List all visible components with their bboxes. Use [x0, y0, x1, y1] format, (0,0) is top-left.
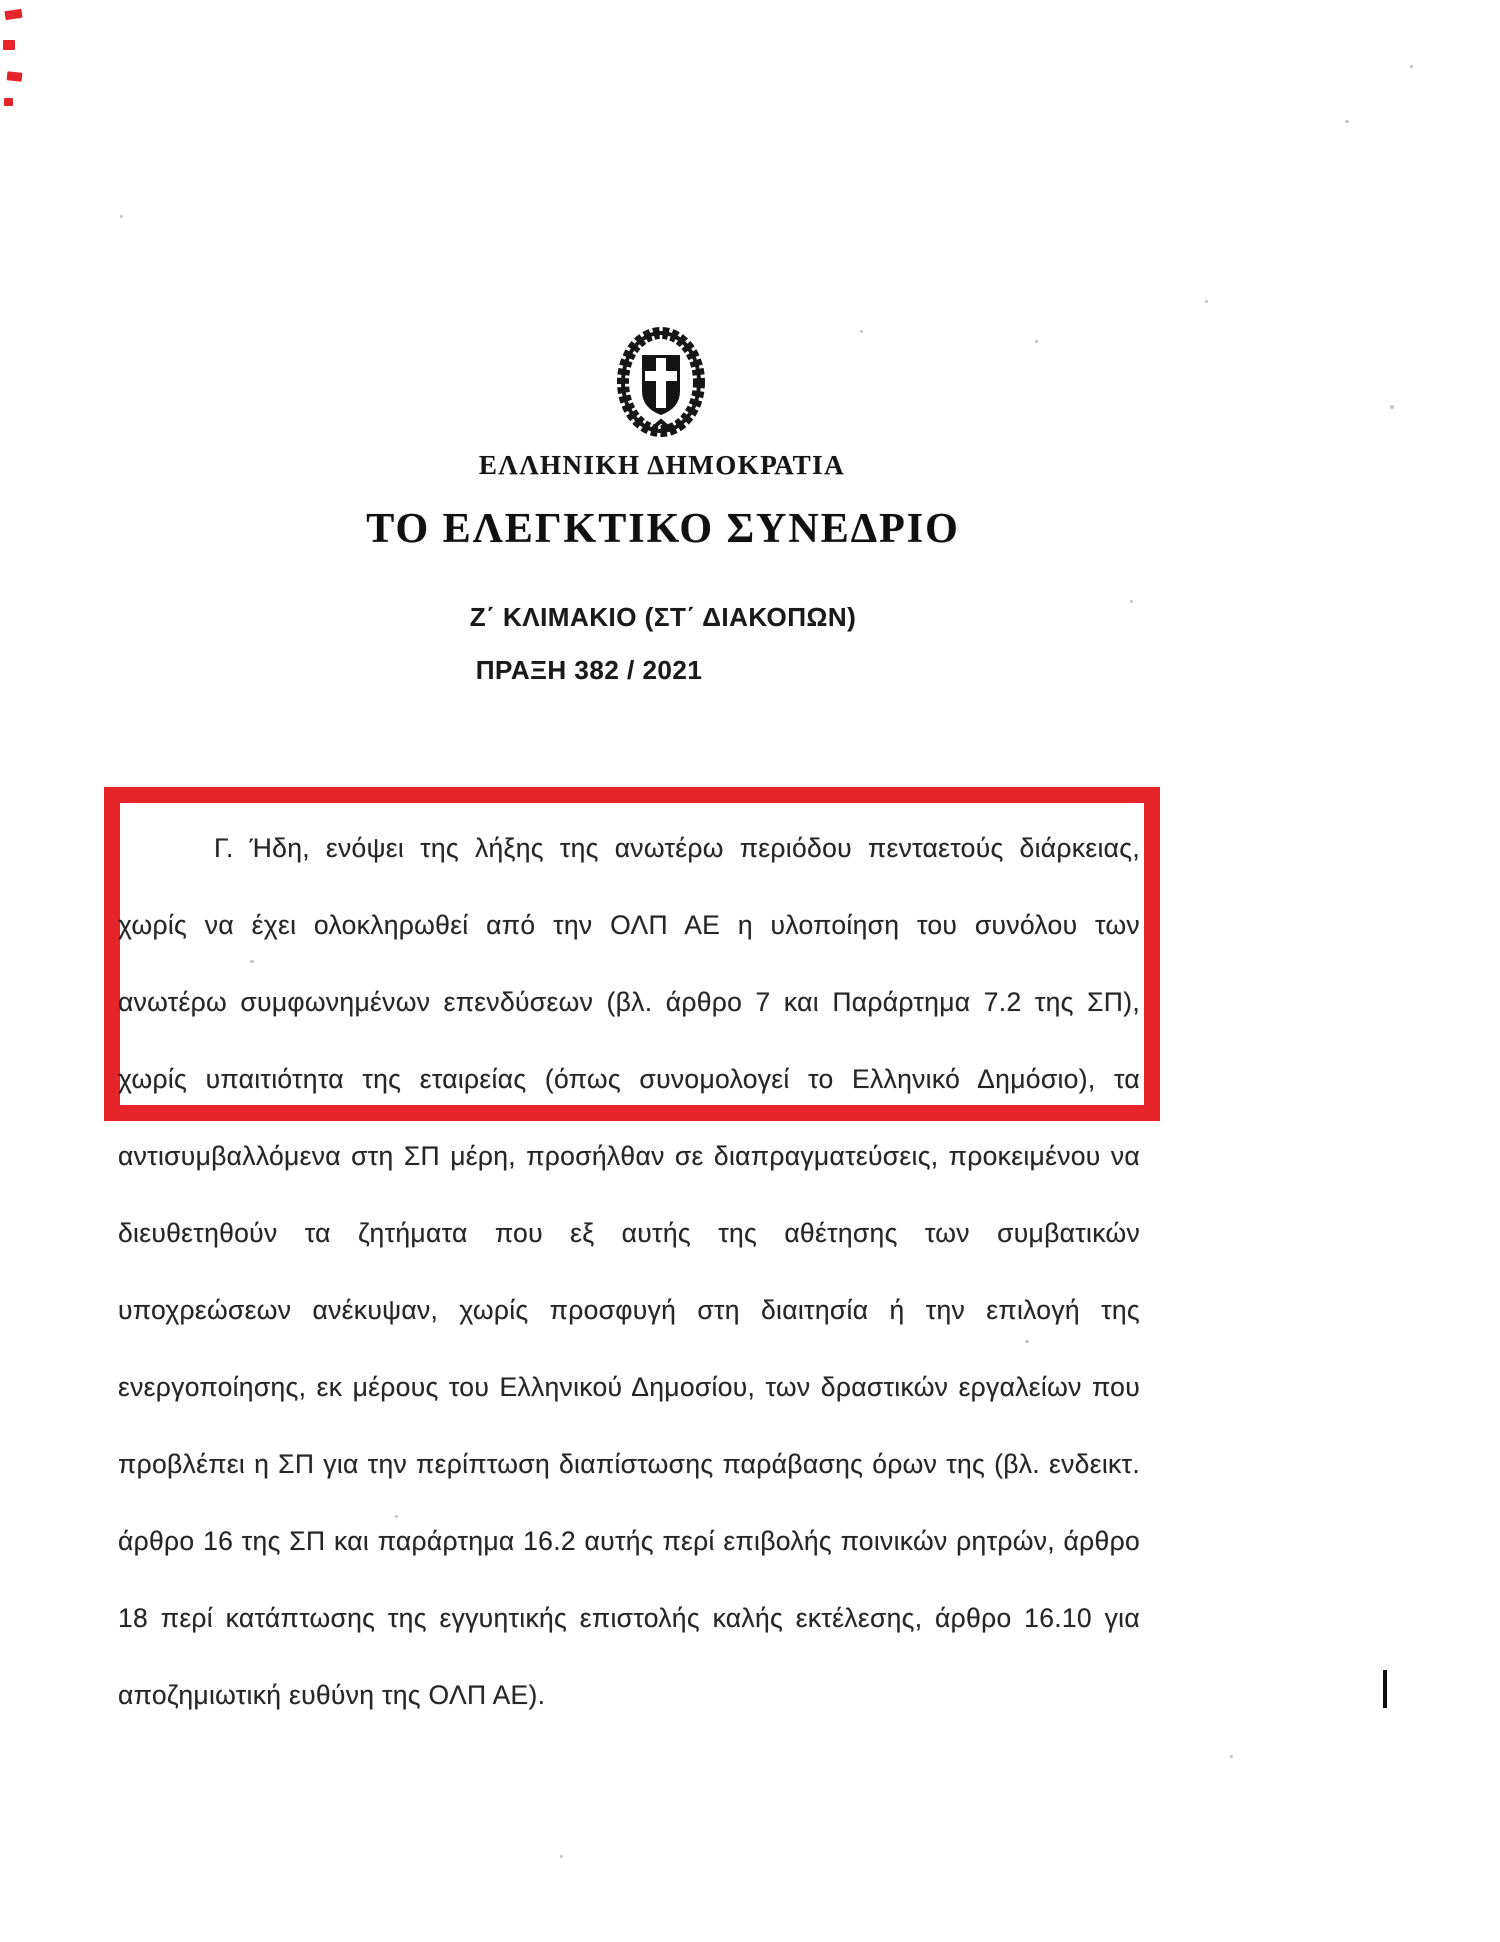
body-line: χωρίς να έχει ολοκληρωθεί από την ΟΛΠ ΑΕ η υλοποίηση του συνόλου των — [118, 910, 1140, 940]
scan-speck — [1035, 340, 1038, 343]
scan-artifact-red-mark — [7, 71, 23, 82]
text-cursor-mark — [1383, 1670, 1387, 1708]
body-line: προβλέπει η ΣΠ για την περίπτωση διαπίστωσης παράβασης όρων της (βλ. ενδεικτ. — [118, 1449, 1140, 1479]
scan-speck — [1130, 600, 1133, 603]
court-title: ΤΟ ΕΛΕΓΚΤΙΚΟ ΣΥΝΕΔΡΙΟ — [366, 506, 960, 552]
scan-speck — [1345, 120, 1349, 123]
scan-speck — [560, 1855, 563, 1858]
scan-speck — [465, 540, 468, 543]
scan-speck — [1390, 405, 1394, 409]
body-line: αποζημιωτική ευθύνη της ΟΛΠ ΑΕ). — [118, 1680, 546, 1710]
body-line: άρθρο 16 της ΣΠ και παράρτημα 16.2 αυτής περί επιβολής ποινικών ρητρών, άρθρο — [118, 1526, 1140, 1556]
scan-speck — [250, 960, 254, 963]
republic-heading: ΕΛΛΗΝΙΚΗ ΔΗΜΟΚΡΑΤΙΑ — [478, 450, 846, 480]
scan-speck — [1410, 65, 1413, 68]
scan-speck — [1230, 1755, 1233, 1758]
body-line: Γ. Ήδη, ενόψει της λήξης της ανωτέρω περιόδου πενταετούς διάρκειας, — [214, 833, 1140, 863]
body-line: ανωτέρω συμφωνημένων επενδύσεων (βλ. άρθρο 7 και Παράρτημα 7.2 της ΣΠ), — [118, 987, 1140, 1017]
body-line: αντισυμβαλλόμενα στη ΣΠ μέρη, προσήλθαν σε διαπραγματεύσεις, προκειμένου να — [118, 1141, 1140, 1171]
scan-speck — [1205, 300, 1208, 303]
scan-artifact-red-mark — [4, 9, 22, 20]
body-line: ενεργοποίησης, εκ μέρους του Ελληνικού Δημοσίου, των δραστικών εργαλείων που — [118, 1372, 1140, 1402]
body-line: υποχρεώσεων ανέκυψαν, χωρίς προσφυγή στη διαιτησία ή την επιλογή της — [118, 1295, 1140, 1325]
body-paragraph — [118, 810, 1140, 1734]
scan-speck — [860, 330, 863, 333]
scan-artifact-red-mark — [3, 40, 15, 50]
act-number: ΠΡΑΞΗ 382 / 2021 — [475, 655, 703, 685]
scan-speck — [640, 1230, 643, 1233]
greek-coat-of-arms-icon — [614, 325, 708, 439]
scan-artifact-red-mark — [4, 98, 13, 106]
chamber-subtitle: Ζ΄ ΚΛΙΜΑΚΙΟ (ΣΤ΄ ΔΙΑΚΟΠΩΝ) — [469, 602, 857, 632]
body-line: διευθετηθούν τα ζητήματα που εξ αυτής της αθέτησης των συμβατικών — [118, 1218, 1140, 1248]
scan-speck — [120, 215, 123, 218]
body-line: 18 περί κατάπτωσης της εγγυητικής επιστολής καλής εκτέλεσης, άρθρο 16.10 για — [118, 1603, 1140, 1633]
body-line: χωρίς υπαιτιότητα της εταιρείας (όπως συνομολογεί το Ελληνικό Δημόσιο), τα — [118, 1064, 1140, 1094]
scan-speck — [395, 1515, 398, 1518]
scan-speck — [1025, 1340, 1029, 1343]
